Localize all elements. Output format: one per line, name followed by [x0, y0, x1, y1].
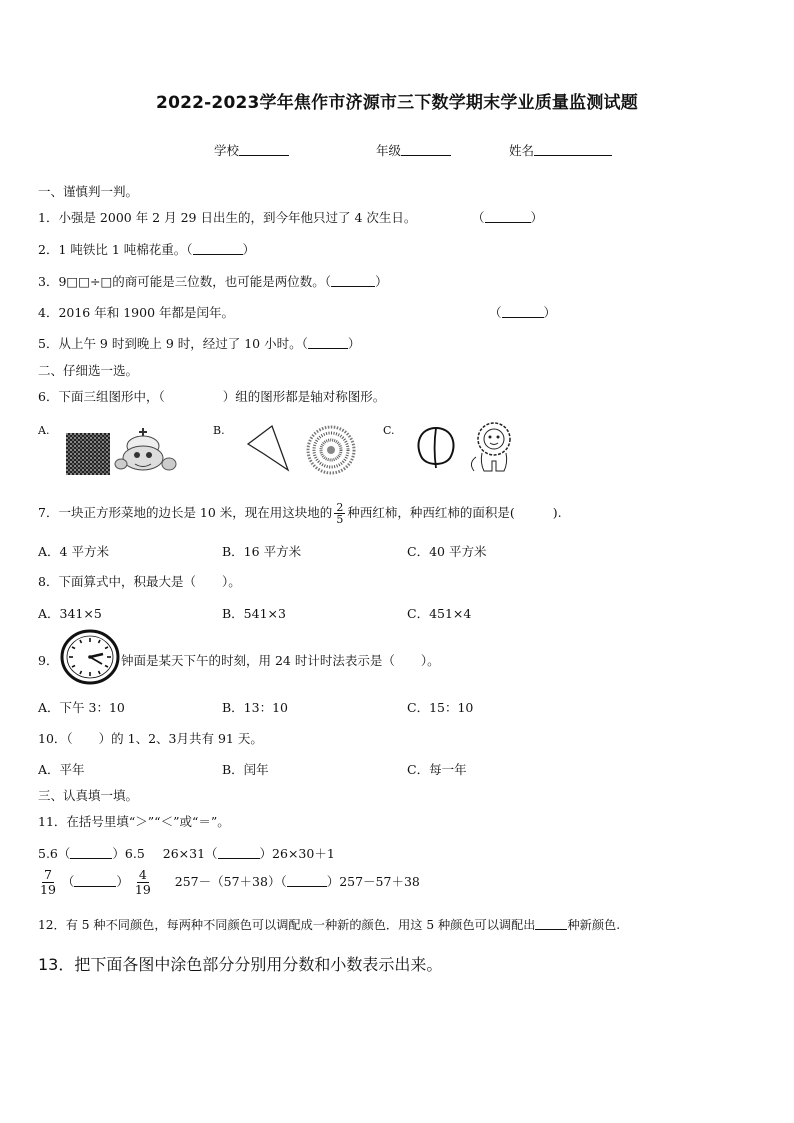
compare-4-left: 257－（57＋38）（: [174, 874, 287, 889]
paren-right: ）: [375, 274, 388, 289]
q8-option-a[interactable]: A．341×5: [38, 606, 102, 621]
leaf-figure: [412, 424, 460, 470]
answer-blank[interactable]: [74, 874, 116, 887]
q9-option-b[interactable]: B．13：10: [222, 700, 288, 715]
question-8-end: ）。: [221, 574, 241, 589]
question-9: [121, 651, 440, 669]
q7-option-b[interactable]: B．16 平方米: [222, 544, 302, 559]
paren-right: ）: [543, 305, 557, 320]
grade-blank[interactable]: [401, 143, 451, 156]
name-field: [509, 141, 612, 159]
answer-blank[interactable]: [70, 846, 112, 859]
question-7-end: ).: [552, 505, 562, 520]
question-10-text: 10．（: [38, 731, 73, 746]
section-1-heading: 一、谨慎判一判。: [38, 184, 139, 199]
paren-left: （: [472, 210, 485, 225]
q7-option-a[interactable]: A．4 平方米: [38, 544, 109, 559]
question-7: [38, 502, 562, 525]
question-9-end: ）。: [420, 653, 440, 668]
q7-option-c[interactable]: C．40 平方米: [407, 544, 487, 559]
q10-option-a[interactable]: A．平年: [38, 762, 85, 777]
question-3-text: 3．9□□÷□的商可能是三位数，也可能是两位数。（: [38, 274, 332, 289]
paren-left: （: [489, 305, 502, 320]
question-7-text: 7．一块正方形菜地的边长是 10 米，现在用这块地的: [38, 505, 333, 520]
clock-icon: [60, 629, 120, 685]
sunburst-figure: [306, 425, 356, 475]
paren-right: ）: [347, 336, 361, 351]
fraction-numerator: 2: [336, 501, 344, 514]
patterned-square-figure: [66, 433, 110, 475]
school-field: [214, 141, 289, 159]
question-10: [38, 729, 263, 747]
option-c-label: C.: [383, 424, 395, 437]
q10-option-c[interactable]: C．每一年: [407, 762, 467, 777]
question-7-text-2: 种西红柿，种西红柿的面积是(: [347, 505, 515, 520]
question-1: 1．小强是 2000 年 2 月 29 日出生的，到今年他只过了 4 次生日。: [38, 210, 417, 225]
question-11-row-2: [38, 868, 420, 897]
compare-1-left: 5.6（: [38, 846, 71, 861]
question-11-row-1: [38, 844, 335, 862]
answer-blank[interactable]: [193, 242, 243, 255]
name-label: 姓名: [509, 143, 535, 158]
grade-field: [376, 141, 451, 159]
option-a-label: A.: [38, 424, 50, 437]
name-blank[interactable]: [534, 143, 612, 156]
fraction-two-fifths: [334, 502, 345, 525]
question-5-text: 5．从上午 9 时到晚上 9 时，经过了 10 小时。（: [38, 336, 308, 351]
question-2: [38, 240, 255, 258]
section-3-heading: 三、认真填一填。: [38, 788, 139, 803]
question-4: 4．2016 年和 1900 年都是闰年。: [38, 305, 234, 320]
paren-right: ）: [116, 874, 129, 889]
question-12: [38, 916, 620, 933]
question-9-number: 9．: [38, 653, 59, 668]
answer-blank[interactable]: [331, 274, 375, 287]
answer-blank[interactable]: [502, 305, 544, 318]
paren-left: （: [61, 874, 75, 889]
fraction-denominator: 5: [336, 513, 344, 526]
compare-2-right: ）26×30＋1: [259, 846, 335, 861]
fraction-numerator: 4: [138, 867, 147, 882]
school-blank[interactable]: [239, 143, 289, 156]
question-11: 11．在括号里填“＞”“＜”或“＝”。: [38, 814, 230, 829]
question-8-text: 8．下面算式中，积最大是（: [38, 574, 196, 589]
paren-right: ）: [530, 210, 544, 225]
q8-option-b[interactable]: B．541×3: [222, 606, 286, 621]
answer-blank[interactable]: [287, 874, 327, 887]
answer-blank[interactable]: [485, 210, 531, 223]
grade-label: 年级: [376, 143, 402, 158]
parallelogram-figure: [244, 424, 292, 472]
section-2-heading: 二、仔细选一选。: [38, 363, 139, 378]
q9-option-c[interactable]: C．15：10: [407, 700, 474, 715]
answer-blank[interactable]: [535, 917, 567, 930]
question-5: [38, 334, 360, 352]
fraction-numerator: 7: [43, 867, 52, 882]
question-12-end: 种新颜色.: [567, 918, 621, 932]
compare-1-right: ）6.5: [112, 846, 145, 861]
fraction-4-19: [135, 868, 151, 897]
question-9-text: 钟面是某天下午的时刻，用 24 时计时法表示是（: [121, 653, 395, 668]
q8-option-c[interactable]: C．451×4: [407, 606, 472, 621]
compare-2-left: 26×31（: [162, 846, 218, 861]
question-6-text: 6．下面三组图形中，（: [38, 389, 165, 404]
fraction-denominator: 19: [134, 882, 151, 897]
question-2-text: 2．1 吨铁比 1 吨棉花重。（: [38, 242, 193, 257]
question-6: [38, 387, 385, 405]
fraction-7-19: [40, 868, 56, 897]
answer-blank[interactable]: [308, 336, 348, 349]
question-10-end: ）的 1、2、3月共有 91 天。: [98, 731, 263, 746]
compare-4-right: ）257－57＋38: [326, 874, 420, 889]
answer-blank[interactable]: [218, 846, 260, 859]
paren-right: ）: [242, 242, 256, 257]
nurse-cartoon-figure: [113, 424, 179, 474]
question-13: 13．把下面各图中涂色部分分别用分数和小数表示出来。: [38, 955, 443, 974]
question-12-text: 12．有 5 种不同颜色，每两种不同颜色可以调配成一种新的颜色．用这 5 种颜色可以调配出: [38, 918, 536, 932]
question-4-answer: [489, 303, 556, 321]
fraction-denominator: 19: [40, 882, 56, 897]
question-1-answer: [472, 208, 543, 226]
school-label: 学校: [214, 143, 240, 158]
q9-option-a[interactable]: A．下午 3：10: [38, 700, 125, 715]
option-b-label: B.: [213, 424, 225, 437]
question-8: [38, 572, 241, 590]
question-6-text-end: ）组的图形都是轴对称图形。: [222, 389, 386, 404]
page-title: 2022-2023学年焦作市济源市三下数学期末学业质量监测试题: [156, 93, 638, 113]
question-3: [38, 272, 388, 290]
q10-option-b[interactable]: B．闰年: [222, 762, 269, 777]
lion-figure: [466, 421, 522, 475]
